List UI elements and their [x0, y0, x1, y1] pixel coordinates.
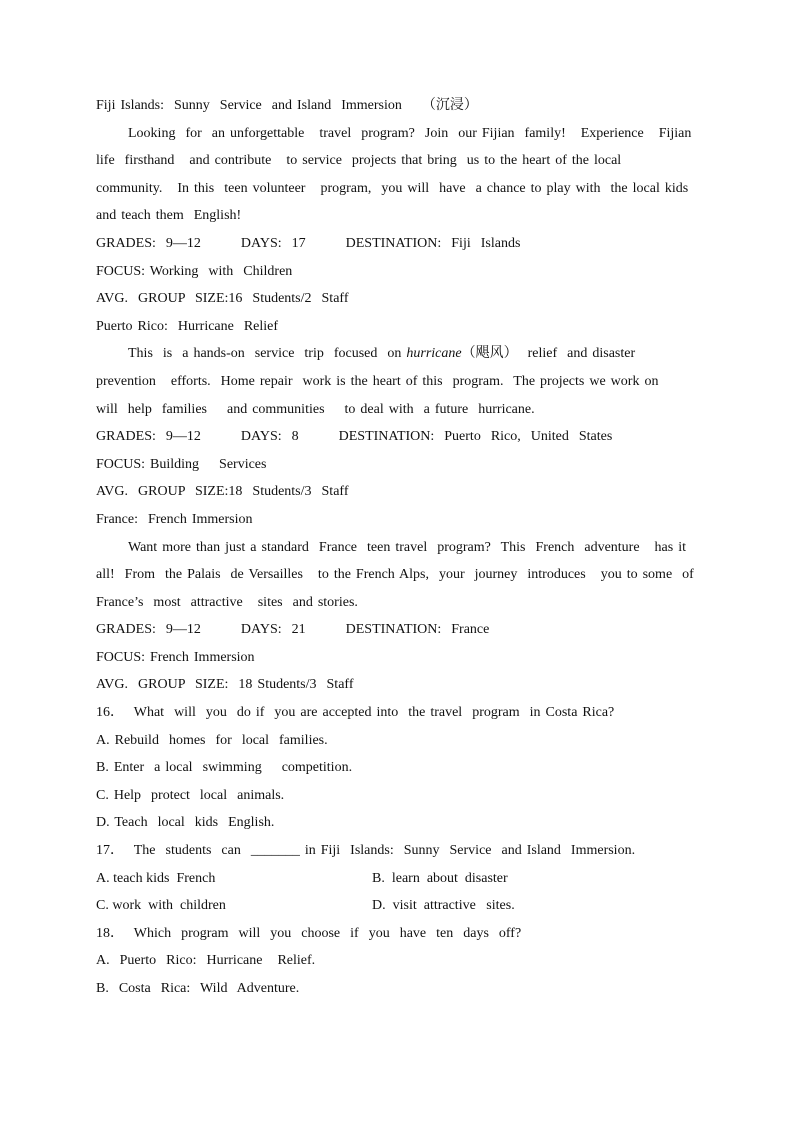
puerto-desc-line-3: will help families and communities to deal with a future hurricane. [96, 401, 535, 417]
france-group-size: AVG. GROUP SIZE: 18 Students/3 Staff [96, 677, 354, 693]
france-title: France: French Immersion [96, 511, 253, 527]
question-17 [96, 837, 700, 920]
section-puerto-rico [96, 313, 700, 506]
puerto-desc-line-2: prevention efforts. Home repair work is the heart of this program. The projects we work on [96, 373, 659, 389]
q17-options-row-1 [96, 865, 700, 893]
document-page [96, 92, 700, 1003]
puerto-desc-line-1 [96, 340, 700, 368]
question-18 [96, 920, 700, 1003]
puerto-desc-italic: hurricane [406, 346, 462, 362]
fiji-facts: GRADES: 9—12 DAYS: 17 DESTINATION: Fiji Islands [96, 235, 521, 251]
q18-stem: 18． Which program will you choose if you have ten days off? [96, 925, 522, 941]
q18-option-b: B. Costa Rica: Wild Adventure. [96, 981, 300, 996]
puerto-facts: GRADES: 9—12 DAYS: 8 DESTINATION: Puerto Rico, United States [96, 429, 613, 445]
france-facts: GRADES: 9—12 DAYS: 21 DESTINATION: France [96, 622, 490, 638]
france-focus: FOCUS: French Immersion [96, 649, 255, 665]
section-france [96, 506, 700, 699]
france-desc-line-3: France’s most attractive sites and stories. [96, 594, 358, 610]
fiji-desc-line-3: community. In this teen volunteer program, you will have a chance to play with the local kids [96, 180, 689, 196]
q17-stem: 17． The students can _______ in Fiji Islands: Sunny Service and Island Immersion. [96, 843, 636, 859]
q16-option-a: A. Rebuild homes for local families. [96, 732, 328, 748]
q16-option-b: B. Enter a local swimming competition. [96, 760, 353, 776]
fiji-focus: FOCUS: Working with Children [96, 263, 293, 279]
q17-option-a: A. teach kids French [96, 870, 216, 886]
q16-option-d: D. Teach local kids English. [96, 815, 275, 831]
q17-option-b: B. learn about disaster [372, 870, 508, 886]
q17-option-c: C. work with children [96, 898, 226, 914]
q16-stem: 16． What will you do if you are accepted into the travel program in Costa Rica? [96, 705, 615, 721]
section-fiji [96, 92, 700, 313]
fiji-desc-line-4: and teach them English! [96, 208, 242, 224]
q18-option-a: A. Puerto Rico: Hurricane Relief. [96, 953, 316, 969]
fiji-desc-line-2: life firsthand and contribute to service projects that bring us to the heart of the local [96, 153, 622, 169]
question-16 [96, 699, 700, 837]
q16-option-c: C. Help protect local animals. [96, 787, 285, 803]
france-desc-line-1: Want more than just a standard France teen travel program? This French adventure has it [128, 539, 686, 555]
puerto-desc-pre: This is a hands-on service trip focused on [128, 346, 407, 362]
q17-option-d: D. visit attractive sites. [372, 898, 515, 914]
france-desc-line-2: all! From the Palais de Versailles to the French Alps, your journey introduces you to some of [96, 567, 694, 583]
puerto-focus: FOCUS: Building Services [96, 456, 267, 472]
puerto-desc-post: （飓风） relief and disaster [461, 346, 636, 362]
fiji-desc-line-1: Looking for an unforgettable travel program? Join our Fijian family! Experience Fijian [128, 125, 692, 141]
puerto-title: Puerto Rico: Hurricane Relief [96, 318, 279, 334]
fiji-title: Fiji Islands: Sunny Service and Island Immersion （沉浸） [96, 98, 478, 113]
puerto-group-size: AVG. GROUP SIZE:18 Students/3 Staff [96, 484, 349, 500]
q17-options-row-2 [96, 892, 700, 920]
fiji-group-size: AVG. GROUP SIZE:16 Students/2 Staff [96, 291, 349, 307]
